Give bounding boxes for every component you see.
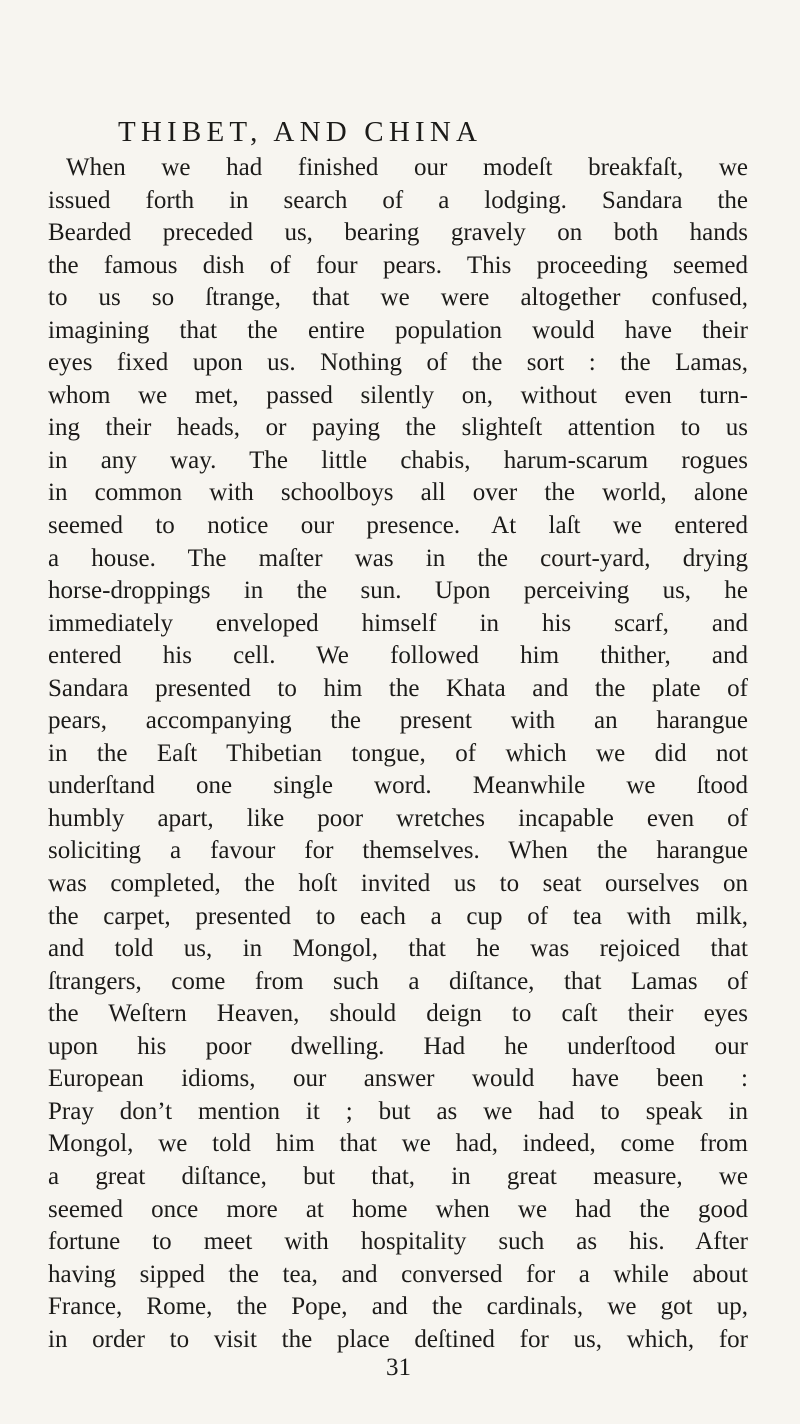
text-line: Mongol, we told him that we had, indeed, come from (48, 1130, 748, 1158)
text-line: humbly apart, like poor wretches incapable even of (48, 804, 748, 832)
text-line: issued forth in search of a lodging. Sandara the (48, 186, 748, 214)
text-line: France, Rome, the Pope, and the cardinals, we got up, (48, 1293, 748, 1321)
body-text (48, 152, 748, 1356)
text-line: pears, accompanying the present with an harangue (48, 707, 748, 735)
text-line: the carpet, presented to each a cup of tea with milk, (48, 902, 748, 930)
text-line: soliciting a favour for themselves. When the harangue (48, 837, 748, 865)
text-line: the Weſtern Heaven, should deign to caſt their eyes (48, 1000, 748, 1028)
text-line: having sipped the tea, and conversed for a while about (48, 1260, 748, 1288)
text-line: in the Eaſt Thibetian tongue, of which we did not (48, 739, 748, 767)
text-line: fortune to meet with hospitality such as his. After (48, 1228, 748, 1256)
text-line: the famous dish of four pears. This proceeding seemed (48, 251, 748, 279)
text-line: underſtand one single word. Meanwhile we ſtood (48, 772, 748, 800)
text-line: ing their heads, or paying the slighteſt attention to us (48, 414, 748, 442)
text-line: eyes fixed upon us. Nothing of the sort : the Lamas, (48, 349, 748, 377)
running-head: THIBET, AND CHINA (118, 116, 483, 148)
text-line: Sandara presented to him the Khata and the plate of (48, 674, 748, 702)
text-line: imagining that the entire population would have their (48, 316, 748, 344)
text-line: in common with schoolboys all over the world, alone (48, 479, 748, 507)
text-line: ſtrangers, come from such a diſtance, that Lamas of (48, 967, 748, 995)
text-line: immediately enveloped himself in his scarf, and (48, 609, 748, 637)
text-line: Pray don’t mention it ; but as we had to speak in (48, 1097, 748, 1125)
text-line: upon his poor dwelling. Had he underſtood our (48, 1032, 748, 1060)
text-line: When we had finished our modeſt breakfaſt, we (66, 154, 748, 181)
page-number: 31 (386, 1354, 411, 1381)
text-line: horse-droppings in the sun. Upon perceiving us, he (48, 577, 748, 605)
text-line: whom we met, passed silently on, without even turn- (48, 381, 748, 409)
text-line: in order to visit the place deſtined for us, which, for (48, 1325, 748, 1353)
text-line: seemed to notice our presence. At laſt we entered (48, 512, 748, 540)
text-line: and told us, in Mongol, that he was rejoiced that (48, 935, 748, 963)
text-line: entered his cell. We followed him thither, and (48, 642, 748, 670)
text-line: European idioms, our answer would have been : (48, 1065, 748, 1093)
text-line: a great diſtance, but that, in great measure, we (48, 1162, 748, 1190)
text-line: was completed, the hoſt invited us to seat ourselves on (48, 870, 748, 898)
text-line: a house. The maſter was in the court-yard, drying (48, 544, 748, 572)
text-line: in any way. The little chabis, harum-scarum rogues (48, 446, 748, 474)
text-line: seemed once more at home when we had the good (48, 1195, 748, 1223)
text-line: Bearded preceded us, bearing gravely on both hands (48, 219, 748, 247)
text-line: to us so ſtrange, that we were altogether confused, (48, 284, 748, 312)
